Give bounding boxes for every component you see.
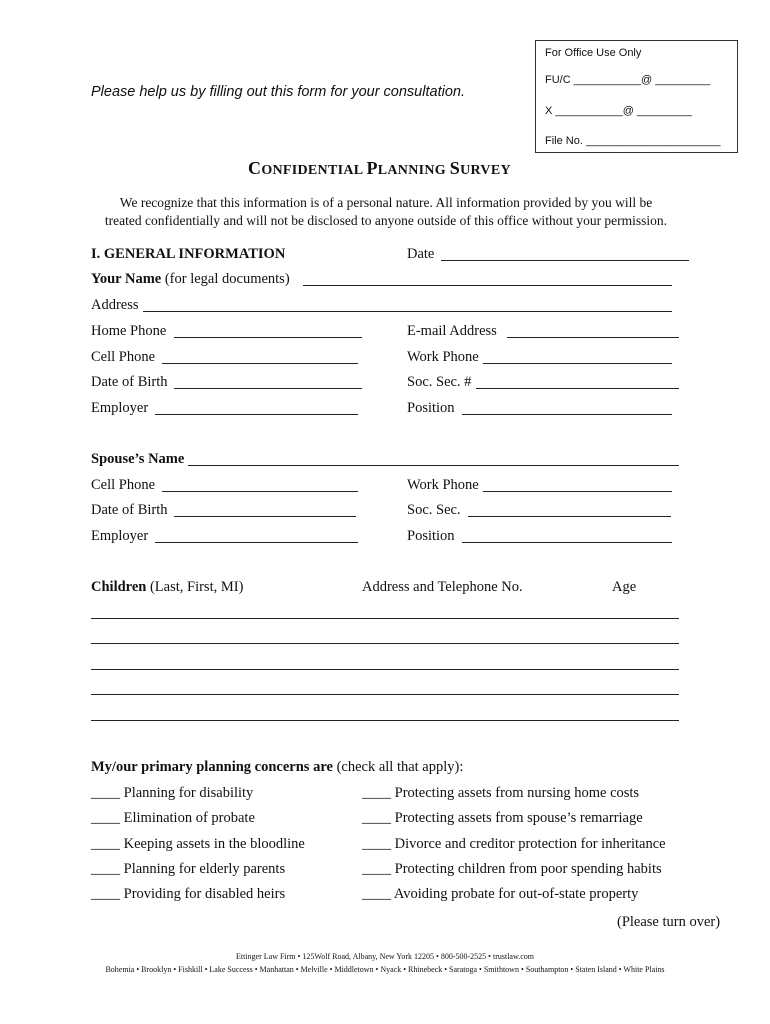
your-name-label: Your Name (for legal documents) bbox=[91, 271, 290, 287]
cell-phone-label: Cell Phone bbox=[91, 349, 156, 365]
concern-item[interactable]: ____ Protecting assets from spouse’s remarriage bbox=[362, 810, 643, 826]
office-use-file-no: File No. ______________________ bbox=[545, 135, 721, 147]
concern-item[interactable]: ____ Protecting children from poor spending habits bbox=[362, 861, 662, 877]
children-line-1[interactable] bbox=[91, 618, 679, 619]
date-label: Date bbox=[407, 246, 435, 262]
position-label: Position bbox=[407, 400, 455, 416]
spouse-position-field[interactable] bbox=[462, 542, 672, 543]
spouse-work-phone-field[interactable] bbox=[483, 491, 672, 492]
children-line-3[interactable] bbox=[91, 669, 679, 670]
children-line-5[interactable] bbox=[91, 720, 679, 721]
concern-item[interactable]: ____ Keeping assets in the bloodline bbox=[91, 836, 305, 852]
page-title: CONFIDENTIAL PLANNING SURVEY bbox=[248, 158, 511, 178]
spouse-cell-phone-field[interactable] bbox=[162, 491, 358, 492]
concern-item[interactable]: ____ Divorce and creditor protection for inheritance bbox=[362, 836, 666, 852]
concern-item[interactable]: ____ Protecting assets from nursing home costs bbox=[362, 785, 640, 801]
office-use-title: For Office Use Only bbox=[545, 47, 642, 59]
office-use-x: X ___________@ _________ bbox=[545, 105, 692, 117]
ssn-label: Soc. Sec. # bbox=[407, 374, 472, 390]
office-use-fuc: FU/C ___________@ _________ bbox=[545, 74, 711, 86]
concern-item[interactable]: ____ Planning for elderly parents bbox=[91, 861, 286, 877]
intro-text: Please help us by filling out this form for your consultation. bbox=[91, 84, 465, 100]
office-use-box bbox=[535, 40, 738, 153]
children-line-2[interactable] bbox=[91, 643, 679, 644]
spouse-ssn-field[interactable] bbox=[468, 516, 671, 517]
spouse-name-label: Spouse’s Name bbox=[91, 451, 185, 467]
concern-item[interactable]: ____ Planning for disability bbox=[91, 785, 254, 801]
date-field[interactable] bbox=[441, 260, 689, 261]
email-field[interactable] bbox=[507, 337, 679, 338]
intro-paragraph: We recognize that this information is of a personal nature. All information provided by you will be treated confidentially and will not be disclosed to anyone outside of this office without your permission. bbox=[104, 195, 668, 228]
employer-field[interactable] bbox=[155, 414, 358, 415]
footer-locations: Bohemia • Brooklyn • Fishkill • Lake Success • Manhattan • Melville • Middletown • Nyack • Rhinebeck • Saratoga • Smithtown • Southampton • Staten Island • White Plains bbox=[105, 965, 665, 974]
your-name-field[interactable] bbox=[303, 285, 672, 286]
dob-label: Date of Birth bbox=[91, 374, 168, 390]
concerns-heading: My/our primary planning concerns are (check all that apply): bbox=[91, 759, 464, 775]
section-general-heading: I. GENERAL INFORMATION bbox=[91, 246, 286, 262]
work-phone-label: Work Phone bbox=[407, 349, 479, 365]
spouse-ssn-label: Soc. Sec. bbox=[407, 502, 461, 518]
email-label: E-mail Address bbox=[407, 323, 497, 339]
spouse-name-field[interactable] bbox=[188, 465, 679, 466]
children-line-4[interactable] bbox=[91, 694, 679, 695]
children-age-label: Age bbox=[612, 579, 637, 595]
address-field[interactable] bbox=[143, 311, 672, 312]
children-label: Children (Last, First, MI) bbox=[91, 579, 244, 595]
spouse-employer-field[interactable] bbox=[155, 542, 358, 543]
employer-label: Employer bbox=[91, 400, 149, 416]
children-address-label: Address and Telephone No. bbox=[362, 579, 523, 595]
spouse-dob-field[interactable] bbox=[174, 516, 356, 517]
spouse-work-phone-label: Work Phone bbox=[407, 477, 479, 493]
ssn-field[interactable] bbox=[476, 388, 679, 389]
concern-item[interactable]: ____ Elimination of probate bbox=[91, 810, 255, 826]
position-field[interactable] bbox=[462, 414, 672, 415]
footer-firm-info: Ettinger Law Firm • 125Wolf Road, Albany, New York 12205 • 800-500-2525 • trustlaw.com bbox=[235, 952, 535, 961]
spouse-position-label: Position bbox=[407, 528, 455, 544]
home-phone-label: Home Phone bbox=[91, 323, 167, 339]
home-phone-field[interactable] bbox=[174, 337, 362, 338]
dob-field[interactable] bbox=[174, 388, 362, 389]
concern-item[interactable]: ____ Avoiding probate for out-of-state property bbox=[362, 886, 639, 902]
address-label: Address bbox=[91, 297, 139, 313]
spouse-dob-label: Date of Birth bbox=[91, 502, 168, 518]
turn-over-note: (Please turn over) bbox=[617, 914, 721, 930]
spouse-employer-label: Employer bbox=[91, 528, 149, 544]
concern-item[interactable]: ____ Providing for disabled heirs bbox=[91, 886, 286, 902]
spouse-cell-phone-label: Cell Phone bbox=[91, 477, 156, 493]
cell-phone-field[interactable] bbox=[162, 363, 358, 364]
work-phone-field[interactable] bbox=[483, 363, 672, 364]
